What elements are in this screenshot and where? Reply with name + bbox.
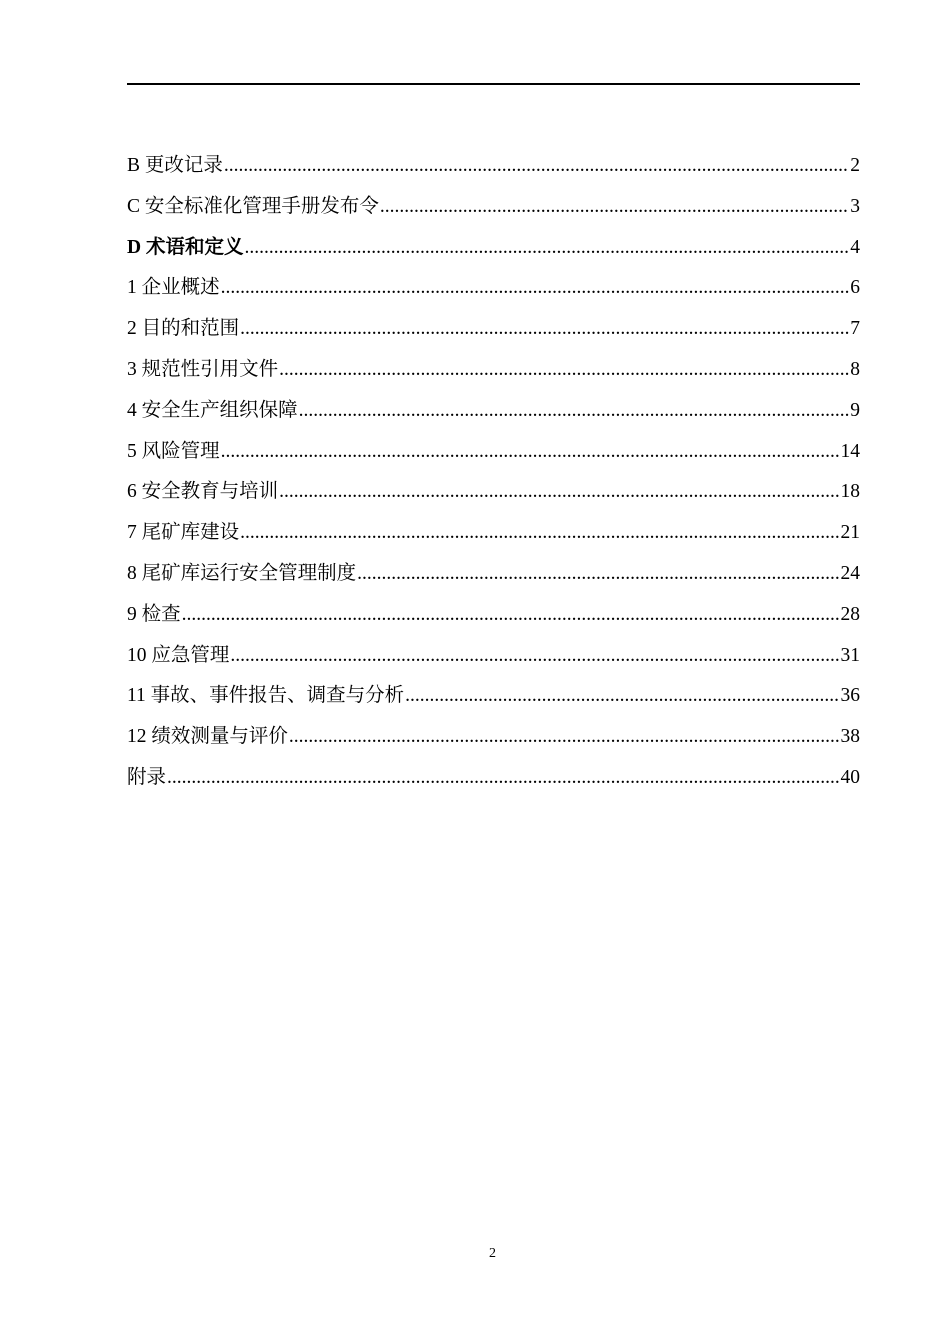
toc-entry-page: 40 bbox=[840, 766, 860, 788]
toc-entry-title: 2 目的和范围 bbox=[127, 318, 240, 340]
toc-entry-page: 14 bbox=[840, 440, 860, 462]
toc-entry[interactable] bbox=[127, 228, 860, 269]
toc-dot-leader bbox=[240, 513, 839, 554]
toc-entry-page: 8 bbox=[850, 358, 860, 380]
toc-dot-leader bbox=[279, 350, 849, 391]
toc-entry-page: 31 bbox=[840, 644, 860, 666]
toc-dot-leader bbox=[357, 554, 839, 595]
toc-entry-title: 7 尾矿库建设 bbox=[127, 522, 240, 544]
toc-entry-title: 5 风险管理 bbox=[127, 440, 220, 462]
toc-entry-title: 1 企业概述 bbox=[127, 277, 220, 299]
toc-entry[interactable] bbox=[127, 472, 860, 513]
toc-entry-title: 6 安全教育与培训 bbox=[127, 481, 279, 503]
toc-entry-page: 6 bbox=[850, 277, 860, 299]
toc-dot-leader bbox=[221, 268, 850, 309]
toc-entry-title: 12 绩效测量与评价 bbox=[127, 726, 288, 748]
toc-dot-leader bbox=[182, 595, 840, 636]
toc-entry-page: 7 bbox=[850, 318, 860, 340]
toc-dot-leader bbox=[224, 146, 849, 187]
toc-entry[interactable] bbox=[127, 350, 860, 391]
toc-dot-leader bbox=[299, 391, 850, 432]
toc-entry[interactable] bbox=[127, 676, 860, 717]
page-number: 2 bbox=[489, 1246, 496, 1261]
toc-entry[interactable] bbox=[127, 187, 860, 228]
toc-entry[interactable] bbox=[127, 595, 860, 636]
toc-entry-page: 21 bbox=[840, 522, 860, 544]
toc-entry[interactable] bbox=[127, 513, 860, 554]
toc-entry-title: B 更改记录 bbox=[127, 155, 223, 176]
toc-entry-title: 9 检查 bbox=[127, 603, 181, 625]
table-of-contents bbox=[127, 146, 860, 799]
toc-dot-leader bbox=[405, 676, 839, 717]
toc-entry[interactable] bbox=[127, 146, 860, 187]
toc-entry-page: 2 bbox=[850, 155, 860, 176]
toc-entry-page: 4 bbox=[850, 236, 860, 258]
toc-entry-title: 8 尾矿库运行安全管理制度 bbox=[127, 562, 357, 584]
toc-entry-title: 10 应急管理 bbox=[127, 644, 230, 666]
toc-entry-title: 附录 bbox=[127, 766, 167, 788]
toc-dot-leader bbox=[279, 472, 839, 513]
toc-dot-leader bbox=[230, 636, 839, 677]
toc-entry[interactable] bbox=[127, 268, 860, 309]
toc-entry-page: 38 bbox=[840, 726, 860, 748]
toc-entry-title: 3 规范性引用文件 bbox=[127, 358, 279, 380]
toc-dot-leader bbox=[221, 432, 840, 473]
toc-dot-leader bbox=[380, 187, 849, 228]
toc-entry[interactable] bbox=[127, 432, 860, 473]
toc-entry-page: 24 bbox=[840, 562, 860, 584]
toc-entry[interactable] bbox=[127, 554, 860, 595]
toc-entry-page: 28 bbox=[840, 603, 860, 625]
toc-entry-title: D 术语和定义 bbox=[127, 236, 244, 258]
toc-entry-page: 9 bbox=[850, 399, 860, 421]
toc-entry-page: 36 bbox=[840, 685, 860, 707]
toc-dot-leader bbox=[289, 717, 840, 758]
toc-entry[interactable] bbox=[127, 309, 860, 350]
toc-entry-title: C 安全标准化管理手册发布令 bbox=[127, 195, 379, 217]
toc-dot-leader bbox=[240, 309, 849, 350]
toc-dot-leader bbox=[244, 228, 849, 269]
toc-entry-page: 18 bbox=[840, 481, 860, 503]
toc-entry[interactable] bbox=[127, 758, 860, 799]
toc-entry-title: 11 事故、事件报告、调查与分析 bbox=[127, 685, 405, 707]
toc-entry-page: 3 bbox=[850, 195, 860, 217]
toc-entry[interactable] bbox=[127, 636, 860, 677]
toc-entry-title: 4 安全生产组织保障 bbox=[127, 399, 298, 421]
header-rule bbox=[127, 83, 860, 85]
toc-entry[interactable] bbox=[127, 391, 860, 432]
toc-entry[interactable] bbox=[127, 717, 860, 758]
toc-dot-leader bbox=[167, 758, 839, 799]
